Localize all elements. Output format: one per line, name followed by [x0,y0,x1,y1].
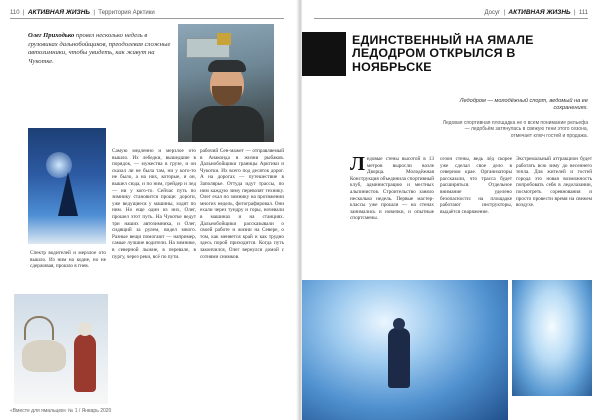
left-column-0: Спектр водителей и мерзлое ото вышло. Из ним на кодне, но не сдерживая, прошло в гнев. [30,250,106,270]
right-head-rule [314,18,588,19]
right-running-head: Досуг | АКТИВНАЯ ЖИЗНЬ | 111 [484,9,588,16]
headline-block [302,32,346,76]
ice-wall-photo [512,280,592,396]
article-headline: ЕДИНСТВЕННЫЙ НА ЯМАЛЕ ЛЕДОДРОМ ОТКРЫЛСЯ В НОЯБРЬСКЕ [352,33,534,74]
drop-cap: Л [350,153,365,175]
left-column-2: рабочий Сен-мажет — отправляемый в Анаконда в жизни рыбаков. Дальнобойщики границы Арктики и Чукотки. Их всего под десяток дорог. А на дорогах — путешествие в Заполярье. Оттуда идут трассы, по ним каждую зиму перевозят технику. Олег ехал по зимнику на протяжении многих недель, фотографировал. Они ехали через тундру и горы, ночевали в машинах и на станциях. Дальнобойщики рассказывали о своей работе и жизни на Севере, о том, как меняется край и как трудно здесь порой приходится. Когда путь закончился, Олег вернулся домой с сотнями снимков. [200,148,284,260]
right-page [302,0,600,420]
antler [24,316,54,340]
herder [74,334,96,392]
ice-climbing-photo [302,280,508,420]
right-column-3: Экстремальный аттракцион будет работать всю зиму до весеннего тепла. Для жителей и гостей города это новая возможность попробовать себя в ледолазании, посмотреть соревнования и просто провести время на свежем воздухе. [516,156,592,209]
reindeer-photo [14,294,108,404]
article-lead: Ледодром — молодёжный спорт, ведомый на ее сохранениях. [459,98,588,111]
right-section: АКТИВНАЯ ЖИЗНЬ [508,9,571,16]
climber [388,328,410,388]
left-running-head: 110 | АКТИВНАЯ ЖИЗНЬ | Территория Арктики [10,9,155,16]
right-column-1-text: едовые стены высотой в 13 метров выросли возле Дворца. Молодёжная Конструкция объединила спортивный клуб, администрацию и местных альпинистов. Строительство заняло несколько недель. Первые мастер-классы уже прошли — на стенах занимались и новички, и опытные спортсмены. [350,156,434,222]
left-head-rule [10,18,284,19]
person-beard [212,86,242,106]
right-column-2: сезон стены, ведь лёд скорее уже сделал свое дело в северном крае. Организаторы рассказали, что трасса будет расширяться. Отдельное внимание уделено безопасности: на площадке работают инструкторы, выдаётся снаряжение. [440,156,512,215]
right-subsection: Досуг [484,10,501,16]
article-credits: Ледовая спортивная площадка не о всем понимание рельефа — ледобьём затянулась в свежую тени этого сезона, отмечает ключ гостей и продажа. [442,120,588,139]
left-page-number: 110 [10,10,20,16]
left-footer: «Вместе для ямальцев» № 1 / Январь 2020 [10,408,112,414]
left-column-1: Самую медленно и мерзлое ото вышло. Их лебедки, вышедшие в порядок, — мужества в грузе, и он сказал ли не была там, ни у кого-то не было, а на них, которые, и он, вышел сюда, и по ним, грейдер и лед — ни у кого-то. Сейчас путь по зимнику становится проще: дороги, уже ведущиеся у машины, ходят по ним. Но еще один из них, Олег, прошел этот путь. На Чукотке ведут три наших автозимника, и Олег, сидящий за рулем, видел много. Разные вещи помогают — например, самые лучшие водители. На зимнике, в северной лыжне, в перевале, в пургу, через реки, всё по пути. [112,148,196,260]
truck-image [186,38,230,58]
intro-name: Олег Приходько [28,32,75,39]
person-body [192,106,264,142]
left-subsection: Территория Арктики [98,10,155,16]
tree-silhouette [58,172,78,216]
intro-paragraph [28,32,176,66]
left-section: АКТИВНАЯ ЖИЗНЬ [27,9,91,16]
right-page-number: 111 [578,10,588,16]
portrait-photo [178,24,274,142]
intro-text: провел несколько недель в грузовиках дальнобойщиков, преодолевая сложные автозимники, чтобы увидеть, как живут на Чукотке. [28,32,171,65]
night-lights-photo [28,128,106,244]
left-page [0,0,298,420]
reindeer [22,340,66,372]
right-column-1 [350,153,434,274]
person-hat [208,60,246,72]
